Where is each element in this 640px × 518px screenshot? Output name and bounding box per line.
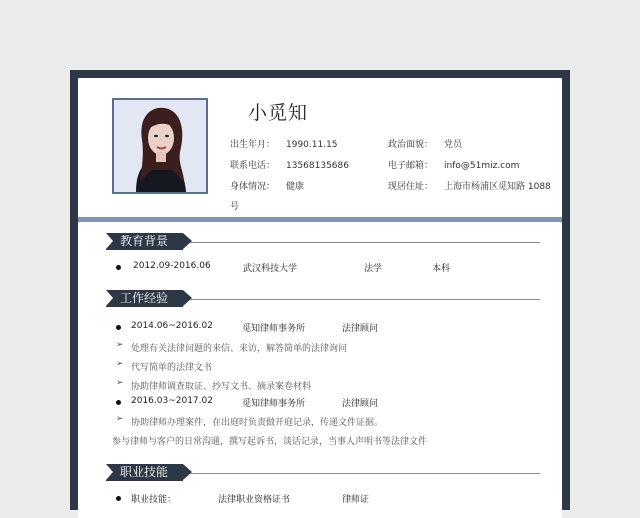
work-section-title: 工作经验	[106, 290, 183, 307]
politics-label: 政治面貌：	[388, 140, 434, 150]
birth-row	[230, 137, 338, 150]
phone-row	[230, 158, 349, 171]
email-row	[388, 158, 519, 171]
politics-value: 党员	[444, 140, 463, 150]
education-school: 武汉科技大学	[243, 264, 298, 274]
job-role: 法律顾问	[342, 399, 379, 409]
phone-label: 联系电话：	[230, 161, 276, 171]
email-label: 电子邮箱：	[388, 161, 434, 171]
address-wrap: 号	[230, 202, 240, 212]
bullet-icon	[116, 496, 121, 501]
arrow-icon: ➢	[116, 414, 124, 424]
job-duty: 协助律师调查取证、抄写文书、摘录案卷材料	[131, 382, 312, 392]
politics-row	[388, 137, 462, 150]
education-period: 2012.09-2016.06	[133, 261, 211, 271]
arrow-icon: ➢	[116, 378, 124, 388]
job-period: 2014.06~2016.02	[131, 321, 213, 331]
skills-title: 律师证	[342, 495, 370, 505]
education-degree: 本科	[432, 264, 451, 274]
health-row	[230, 179, 304, 192]
resume-paper	[78, 78, 562, 518]
skills-section-title: 职业技能	[106, 464, 183, 481]
job-period: 2016.03~2017.02	[131, 396, 213, 406]
bullet-icon	[116, 265, 121, 270]
education-major: 法学	[364, 264, 383, 274]
birth-value: 1990.11.15	[286, 140, 338, 150]
health-label: 身体情况：	[230, 182, 276, 192]
work-rule	[190, 299, 540, 300]
job-company: 觅知律师事务所	[242, 399, 306, 409]
education-rule	[190, 242, 540, 243]
phone-value: 13568135686	[286, 161, 349, 171]
resume-frame	[70, 70, 570, 510]
skills-label: 职业技能：	[131, 495, 177, 505]
arrow-icon: ➢	[116, 359, 124, 369]
address-value: 上海市杨浦区觅知路 1088	[444, 182, 551, 192]
bullet-icon	[116, 325, 121, 330]
skills-rule	[190, 473, 540, 474]
health-value: 健康	[286, 182, 305, 192]
job-company: 觅知律师事务所	[242, 324, 306, 334]
job-duty: 代写简单的法律文书	[131, 363, 213, 373]
profile-photo	[112, 98, 208, 194]
header-divider	[78, 217, 562, 222]
address-label: 现居住址：	[388, 182, 434, 192]
job-duty: 协助律师办理案件，在出庭时负责做开庭记录，传递文件证据。	[131, 418, 384, 428]
email-value: info@51miz.com	[444, 161, 520, 171]
address-row	[388, 179, 551, 192]
birth-label: 出生年月：	[230, 140, 276, 150]
work-extra-note: 参与律师与客户的日常沟通，撰写起诉书，谈话记录，当事人声明书等法律文件	[112, 437, 428, 447]
candidate-name: 小觅知	[248, 102, 309, 124]
skills-cert: 法律职业资格证书	[218, 495, 291, 505]
arrow-icon: ➢	[116, 340, 124, 350]
portrait-image	[114, 100, 206, 192]
job-role: 法律顾问	[342, 324, 379, 334]
education-section-title: 教育背景	[106, 233, 183, 250]
bullet-icon	[116, 400, 121, 405]
job-duty: 处理有关法律问题的来信、来访，解答简单的法律询问	[131, 344, 348, 354]
